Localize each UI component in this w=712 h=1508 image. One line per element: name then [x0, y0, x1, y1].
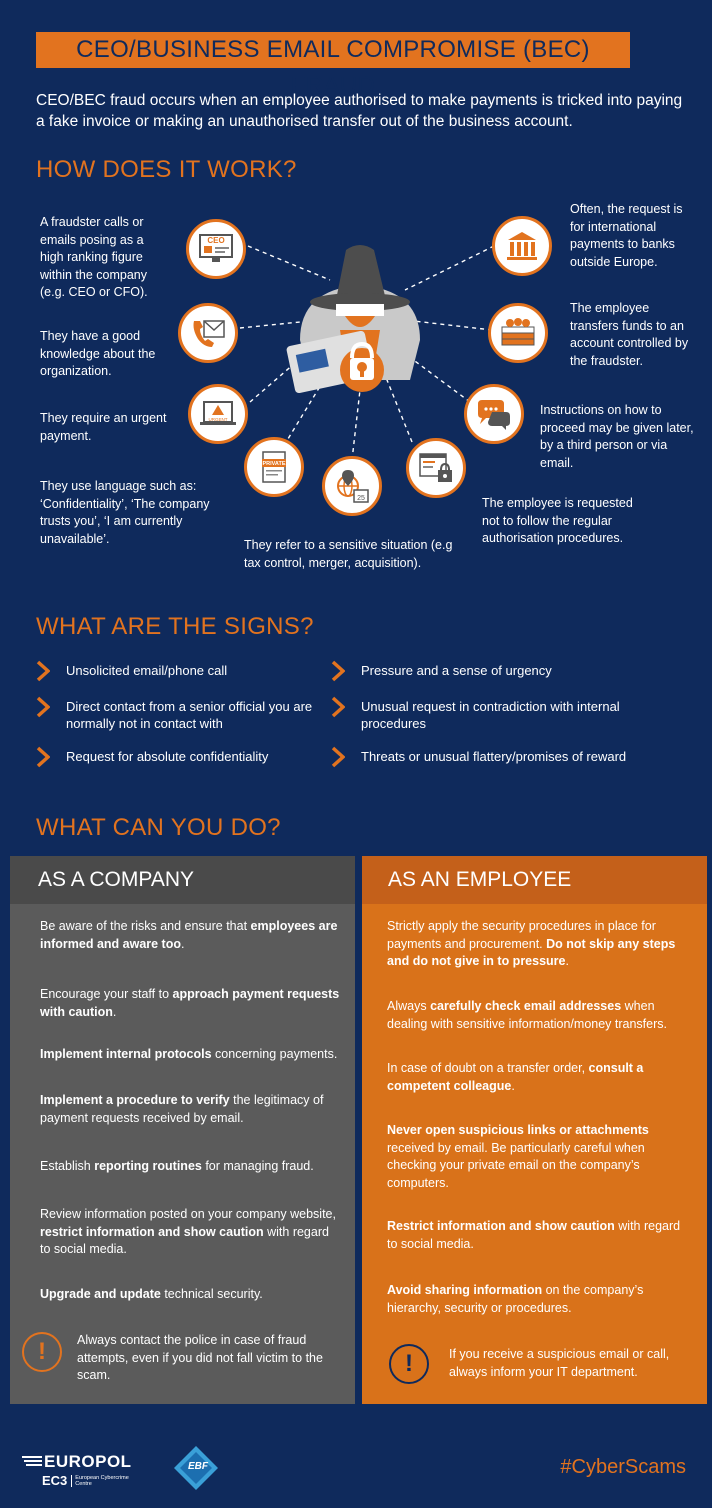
page-title: CEO/BUSINESS EMAIL COMPROMISE (BEC) FRAUD: [36, 32, 630, 68]
chevron-right-icon: [36, 746, 50, 768]
company-alert-text: Always contact the police in case of fraud attempts, even if you did not fall victim to the scam.: [77, 1333, 323, 1382]
sign-item: [331, 696, 661, 732]
advice-item: Never open suspicious links or attachments received by email. Be particularly careful when checking your private email on the company’s computers.: [387, 1123, 649, 1190]
advice-item: Establish reporting routines for managing fraud.: [40, 1159, 314, 1173]
advice-item: Avoid sharing information on the company’s hierarchy, security or procedures.: [387, 1283, 644, 1315]
how-text-transfers: The employee transfers funds to an account controlled by the fraudster.: [570, 301, 689, 368]
sign-text: Pressure and a sense of urgency: [361, 663, 552, 678]
alert-icon: !: [389, 1344, 429, 1384]
company-panel-title: AS A COMPANY: [10, 856, 355, 904]
how-heading: HOW DOES IT WORK?: [36, 156, 297, 183]
phone-email-icon: [178, 303, 238, 363]
advice-item: Implement a procedure to verify the legitimacy of payment requests received by email.: [40, 1093, 324, 1125]
advice-item: Upgrade and update technical security.: [40, 1287, 263, 1301]
advice-item: Encourage your staff to approach payment requests with caution.: [40, 987, 340, 1019]
advice-item: In case of doubt on a transfer order, consult a competent colleague.: [387, 1061, 644, 1093]
ec3-sub2: Centre: [75, 1480, 92, 1487]
chevron-right-icon: [36, 696, 50, 718]
chevron-right-icon: [331, 696, 345, 718]
signs-heading: WHAT ARE THE SIGNS?: [36, 613, 314, 640]
how-text-international: Often, the request is for international payments to banks outside Europe.: [570, 202, 683, 269]
company-panel: [10, 856, 355, 1404]
chevron-right-icon: [36, 660, 50, 682]
private-document-icon: [244, 437, 304, 497]
how-text-language: They use language such as: ‘Confidentiality’, ‘The company trusts you’, ‘I am currently unavailable’.: [40, 479, 210, 546]
advice-item: Restrict information and show caution with regard to social media.: [387, 1219, 681, 1251]
fraudster-figure: [286, 245, 420, 394]
ceo-monitor-icon: [186, 219, 246, 279]
ec3-text: EC3: [42, 1473, 68, 1488]
ebf-text: EBF: [188, 1461, 208, 1472]
globe-calendar-icon: [322, 456, 382, 516]
calendar-day: 25: [357, 495, 365, 502]
intro-text: CEO/BEC fraud occurs when an employee authorised to make payments is tricked into paying a fake invoice or making an unauthorised transfer out of the business account.: [36, 92, 683, 130]
chevron-right-icon: [331, 660, 345, 682]
money-stack-icon: [488, 303, 548, 363]
sign-item: [36, 660, 316, 682]
lock-window-icon: [406, 438, 466, 498]
bank-icon: [492, 216, 552, 276]
sign-text: Direct contact from a senior official you are normally not in contact with: [66, 699, 313, 731]
europol-text: EUROPOL: [44, 1452, 132, 1471]
sign-item: [331, 660, 661, 682]
how-text-sensitive: They refer to a sensitive situation (e.g tax control, merger, acquisition).: [244, 538, 453, 570]
ceo-label: CEO: [207, 236, 225, 245]
how-text-knowledge: They have a good knowledge about the organization.: [40, 329, 156, 378]
alert-icon: !: [22, 1332, 62, 1372]
ebf-logo: [170, 1444, 230, 1499]
sign-item: [36, 696, 316, 732]
advice-item: Be aware of the risks and ensure that employees are informed and aware too.: [40, 919, 338, 951]
ec3-sub1: European Cybercrime: [75, 1474, 129, 1481]
advice-item: Always carefully check email addresses when dealing with sensitive information/money transfers.: [387, 999, 667, 1031]
how-text-caller: A fraudster calls or emails posing as a high ranking figure within the company (e.g. CEO or CFO).: [40, 215, 148, 299]
employee-panel-title: AS AN EMPLOYEE: [362, 856, 707, 904]
how-text-urgent: They require an urgent payment.: [40, 411, 167, 443]
advice-item: Strictly apply the security procedures in place for payments and procurement. Do not skip any steps and do not give in to pressure.: [387, 919, 676, 968]
how-text-procedures: The employee is requested not to follow the regular authorisation procedures.: [482, 496, 633, 545]
europol-wings-icon: [22, 1455, 42, 1469]
sign-item: [331, 746, 661, 768]
sign-text: Unusual request in contradiction with internal procedures: [361, 699, 620, 731]
sign-item: [36, 746, 316, 768]
sign-text: Threats or unusual flattery/promises of reward: [361, 749, 627, 764]
private-label: PRIVATE: [262, 461, 286, 467]
advice-item: Review information posted on your company website, restrict information and show caution with regard to social media.: [40, 1207, 336, 1256]
urgent-laptop-icon: [188, 384, 248, 444]
employee-alert-text: If you receive a suspicious email or call, always inform your IT department.: [449, 1347, 670, 1379]
chevron-right-icon: [331, 746, 345, 768]
employee-panel: [362, 856, 707, 1404]
sign-text: Unsolicited email/phone call: [66, 663, 228, 678]
sign-text: Request for absolute confidentiality: [66, 749, 269, 764]
advice-item: Implement internal protocols concerning payments.: [40, 1047, 338, 1061]
hashtag: #CyberScams: [560, 1456, 686, 1478]
todo-heading: WHAT CAN YOU DO?: [36, 814, 281, 841]
urgent-label: URGENT: [208, 417, 228, 422]
speech-bubbles-icon: [464, 384, 524, 444]
europol-logo: [22, 1452, 132, 1488]
how-text-instructions: Instructions on how to proceed may be given later, by a third person or via email.: [540, 403, 694, 470]
